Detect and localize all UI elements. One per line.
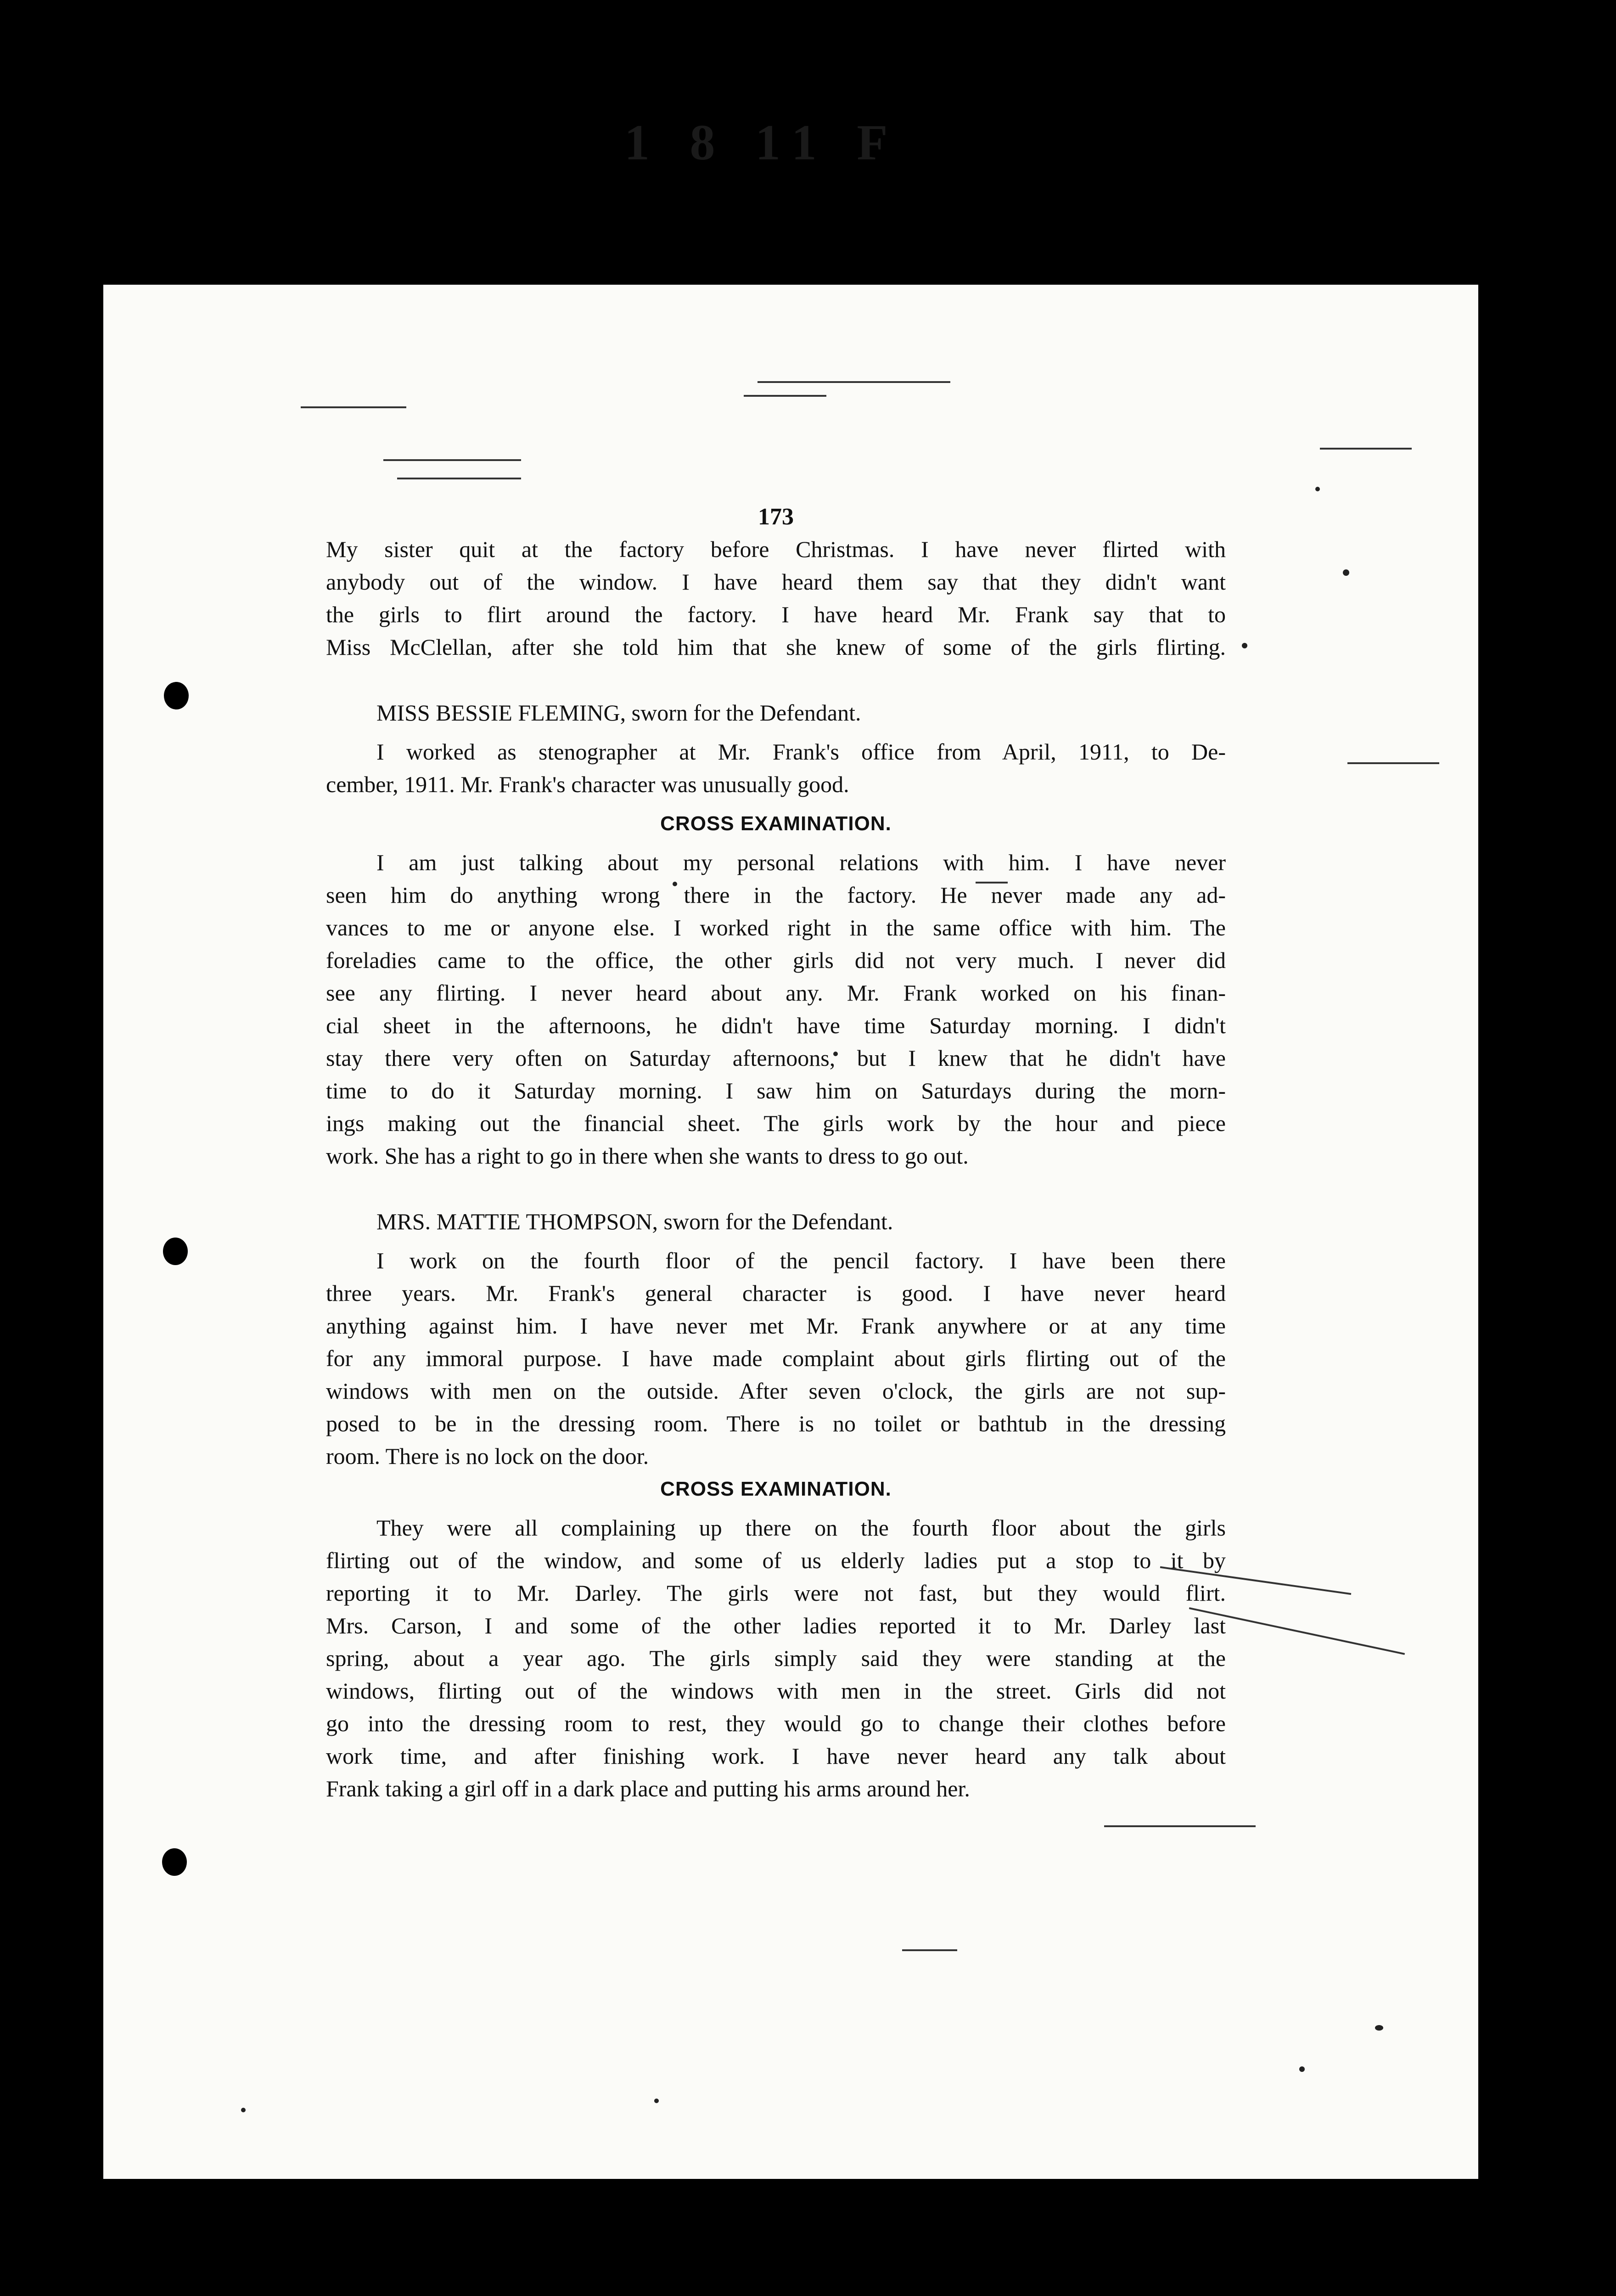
- text-line: seen him do anything wrong there in the factory. He never made any ad-: [326, 882, 1226, 908]
- scan-speck: [1375, 2025, 1383, 2031]
- text-line: spring, about a year ago. The girls simply said they were standing at the: [326, 1645, 1226, 1671]
- text-line: go into the dressing room to rest, they would go to change their clothes before: [326, 1711, 1226, 1736]
- text-line: cial sheet in the afternoons, he didn't have time Saturday morning. I didn't: [326, 1013, 1226, 1038]
- binder-hole: [162, 1848, 187, 1876]
- text-line: time to do it Saturday morning. I saw him on Saturdays during the morn-: [326, 1078, 1226, 1103]
- text-line: vances to me or anyone else. I worked right in the same office with him. The: [326, 915, 1226, 940]
- text-line: I worked as stenographer at Mr. Frank's office from April, 1911, to De-: [376, 739, 1226, 765]
- text-line: the girls to flirt around the factory. I have heard Mr. Frank say that to: [326, 602, 1226, 627]
- text-line: reporting it to Mr. Darley. The girls were not fast, but they would flirt.: [326, 1580, 1226, 1606]
- text-line: They were all complaining up there on the fourth floor about the girls: [376, 1515, 1226, 1541]
- text-line: I am just talking about my personal relations with him. I have never: [376, 850, 1226, 875]
- text-line: Frank taking a girl off in a dark place and putting his arms around her.: [326, 1776, 970, 1801]
- text-line: anything against him. I have never met Mr. Frank anywhere or at any time: [326, 1313, 1226, 1339]
- text-line: stay there very often on Saturday afternoons, but I knew that he didn't have: [326, 1045, 1226, 1071]
- text-line: My sister quit at the factory before Christmas. I have never flirted with: [326, 536, 1226, 562]
- witness-sworn-line: MISS BESSIE FLEMING, sworn for the Defendant.: [376, 700, 861, 726]
- text-line: posed to be in the dressing room. There is no toilet or bathtub in the dressing: [326, 1411, 1226, 1436]
- witness-sworn-line: MRS. MATTIE THOMPSON, sworn for the Defendant.: [376, 1209, 893, 1234]
- scan-speck: [654, 2099, 659, 2103]
- text-line: foreladies came to the office, the other girls did not very much. I never did: [326, 947, 1226, 973]
- text-line: windows with men on the outside. After seven o'clock, the girls are not sup-: [326, 1378, 1226, 1404]
- section-heading: CROSS EXAMINATION.: [660, 1478, 892, 1500]
- text-line: work time, and after finishing work. I have never heard any talk about: [326, 1743, 1226, 1769]
- text-line: flirting out of the window, and some of us elderly ladies put a stop to it by: [326, 1548, 1226, 1573]
- scan-mark: [902, 1949, 957, 1951]
- scan-mark: [758, 381, 950, 383]
- text-line: I work on the fourth floor of the pencil factory. I have been there: [376, 1248, 1226, 1273]
- transcript-text: [326, 501, 1226, 1805]
- scan-mark: [1320, 448, 1412, 450]
- page-number: 173: [758, 504, 794, 530]
- scan-mark: [397, 478, 521, 479]
- section-heading: CROSS EXAMINATION.: [660, 812, 892, 835]
- binder-hole: [163, 1238, 188, 1265]
- text-line: Mrs. Carson, I and some of the other ladies reported it to Mr. Darley last: [326, 1613, 1226, 1638]
- binder-hole: [164, 682, 189, 709]
- scan-speck: [1343, 569, 1349, 576]
- text-line: see any flirting. I never heard about any. Mr. Frank worked on his finan-: [326, 980, 1226, 1006]
- text-line: cember, 1911. Mr. Frank's character was unusually good.: [326, 771, 849, 797]
- scan-speck: [1299, 2066, 1305, 2072]
- header-stamp: 1 8 11 F: [624, 114, 902, 170]
- scan-mark: [301, 406, 406, 408]
- text-line: room. There is no lock on the door.: [326, 1443, 649, 1469]
- text-line: Miss McClellan, after she told him that she knew of some of the girls flirting.: [326, 634, 1226, 660]
- text-line: work. She has a right to go in there when she wants to dress to go out.: [326, 1143, 969, 1169]
- scan-speck: [1242, 643, 1247, 648]
- text-line: windows, flirting out of the windows with men in the street. Girls did not: [326, 1678, 1226, 1704]
- scan-speck: [1315, 487, 1320, 491]
- scan-mark: [1347, 762, 1439, 764]
- text-line: ings making out the financial sheet. The girls work by the hour and piece: [326, 1110, 1226, 1136]
- scan-mark: [744, 395, 826, 397]
- text-line: for any immoral purpose. I have made complaint about girls flirting out of the: [326, 1345, 1226, 1371]
- text-line: three years. Mr. Frank's general character is good. I have never heard: [326, 1280, 1226, 1306]
- scan-mark: [1104, 1825, 1256, 1827]
- scan-speck: [241, 2108, 246, 2112]
- text-line: anybody out of the window. I have heard them say that they didn't want: [326, 569, 1226, 595]
- scan-mark: [383, 459, 521, 461]
